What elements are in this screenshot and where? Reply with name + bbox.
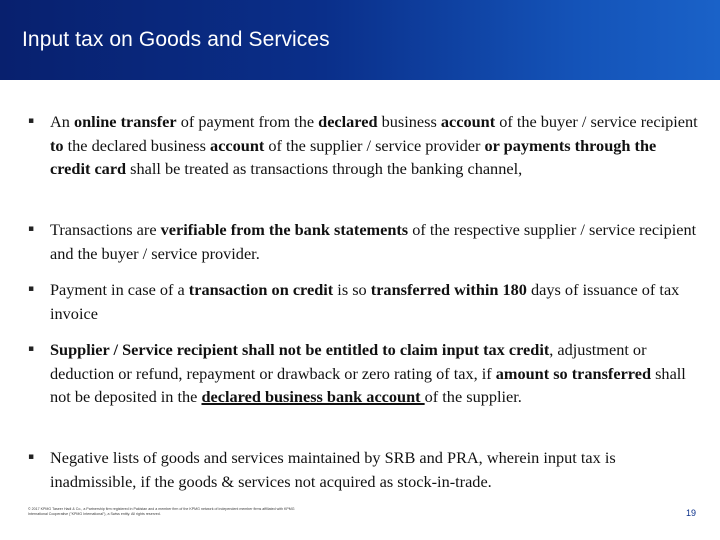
body-text: An: [50, 112, 74, 131]
bullet-marker-icon: ▪: [28, 284, 35, 294]
emphasis-text: online transfer: [73, 112, 177, 131]
body-text: is so: [333, 280, 371, 299]
bullet-marker-icon: ▪: [28, 224, 35, 234]
body-text: Negative lists of goods and services maintained by SRB and PRA, wherein input tax is inadmissible, if the goods & services not acquired as stock-in-trade.: [50, 448, 616, 491]
body-text: Payment in case of a: [50, 280, 189, 299]
copyright-note: © 2017 KPMG Taseer Hadi & Co., a Partnership firm registered in Pakistan and a member firm of the KPMG network of independent member firms affiliated with KPMG International Cooperative ("KPMG International"), a Swiss entity. All rights reserved.: [28, 507, 295, 516]
body-text: days of issuance of tax invoice: [50, 280, 680, 323]
bullet-text: [50, 112, 698, 178]
body-text: of the respective supplier / service recipient and the buyer / service provider.: [50, 220, 697, 263]
emphasis-text: transaction on credit: [188, 280, 334, 299]
body-text: of the supplier.: [424, 387, 522, 406]
underlined-emphasis-text: declared business bank account: [201, 387, 425, 406]
body-text: shall be treated as transactions through the banking channel,: [126, 159, 523, 178]
emphasis-text: transferred within 180: [370, 280, 527, 299]
emphasis-text: account: [210, 135, 265, 155]
bullet-text: [50, 280, 679, 323]
title-bar: [0, 0, 720, 80]
bullet-item: [28, 218, 700, 265]
bullet-text: [50, 340, 686, 406]
emphasis-text: amount so transferred: [495, 363, 652, 383]
body-text: , adjustment or deduction or refund, repayment or drawback or zero rating of tax, if: [50, 340, 647, 383]
bullet-text: [50, 448, 616, 491]
bullet-item: [28, 110, 700, 181]
bullet-marker-icon: ▪: [28, 452, 35, 462]
emphasis-text: to: [50, 135, 64, 155]
bullet-item: [28, 446, 700, 493]
body-text: shall not be deposited in the: [50, 363, 686, 406]
body-text: of the buyer / service recipient: [495, 112, 698, 131]
bullet-item: [28, 278, 700, 325]
body-text: business: [377, 112, 441, 131]
bullet-marker-icon: ▪: [28, 116, 35, 126]
body-text: of the supplier / service provider: [264, 135, 485, 155]
body-text: of payment from the: [176, 112, 319, 131]
body-text: the declared business: [63, 135, 211, 155]
bullet-marker-icon: ▪: [28, 344, 35, 354]
emphasis-text: declared: [318, 112, 378, 131]
body-text: Transactions are: [50, 220, 161, 239]
bullet-item: [28, 338, 700, 409]
emphasis-text: Supplier / Service recipient shall not be entitled to claim input tax credit: [50, 340, 550, 359]
slide-title: Input tax on Goods and Services: [22, 28, 330, 51]
page-number: 19: [685, 508, 696, 518]
emphasis-text: or payments through the credit card: [50, 135, 657, 178]
emphasis-text: account: [440, 112, 496, 131]
bullet-text: [50, 220, 696, 263]
emphasis-text: verifiable from the bank statements: [160, 220, 409, 239]
